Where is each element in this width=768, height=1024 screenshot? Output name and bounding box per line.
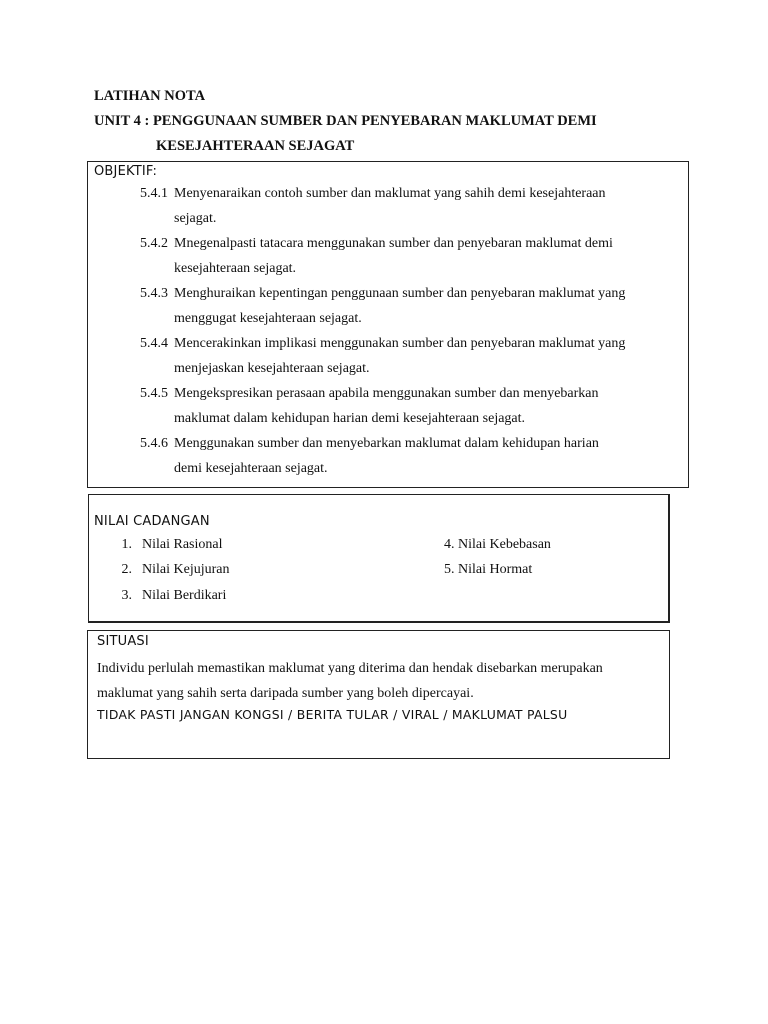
nilai-item bbox=[444, 535, 551, 555]
situasi-text-line-1: Individu perlulah memastikan maklumat yang diterima dan hendak disebarkan merupakan bbox=[97, 661, 603, 676]
nilai-item bbox=[444, 560, 532, 580]
objektif-item bbox=[94, 434, 688, 484]
nilai-list bbox=[94, 535, 668, 615]
objektif-list bbox=[94, 184, 688, 484]
objektif-item-text: Mnegenalpasti tatacara menggunakan sumber dan penyebaran maklumat demi bbox=[174, 236, 613, 251]
objektif-heading: OBJEKTIF: bbox=[94, 164, 158, 179]
nilai-cadangan-heading: NILAI CADANGAN bbox=[94, 514, 210, 529]
situasi-body bbox=[97, 659, 669, 709]
nilai-item-number: 1. bbox=[121, 537, 132, 552]
situasi-text-line-2: maklumat yang sahih serta daripada sumber yang boleh dipercayai. bbox=[97, 686, 474, 701]
objektif-item-text: Mencerakinkan implikasi menggunakan sumber dan penyebaran maklumat yang bbox=[174, 336, 626, 351]
objektif-item-number: 5.4.1 bbox=[140, 186, 168, 201]
nilai-item-label: Nilai Berdikari bbox=[142, 588, 227, 603]
objektif-item-text-cont: demi kesejahteraan sejagat. bbox=[174, 461, 328, 476]
objektif-item bbox=[94, 334, 688, 384]
unit-title-line-2: KESEJAHTERAAN SEJAGAT bbox=[156, 138, 355, 154]
objektif-item bbox=[94, 234, 688, 284]
document-title: LATIHAN NOTA bbox=[94, 88, 206, 104]
objektif-item bbox=[94, 184, 688, 234]
objektif-item-text-cont: menjejaskan kesejahteraan sejagat. bbox=[174, 361, 370, 376]
objektif-item-text: Menghuraikan kepentingan penggunaan sumber dan penyebaran maklumat yang bbox=[174, 286, 626, 301]
objektif-item-text-cont: kesejahteraan sejagat. bbox=[174, 261, 297, 276]
nilai-item-number: 2. bbox=[121, 562, 132, 577]
nilai-item bbox=[94, 586, 226, 606]
objektif-box bbox=[87, 161, 689, 488]
situasi-warning: TIDAK PASTI JANGAN KONGSI / BERITA TULAR / VIRAL / MAKLUMAT PALSU bbox=[97, 707, 568, 722]
nilai-item-label: Nilai Rasional bbox=[142, 537, 223, 552]
objektif-item-number: 5.4.4 bbox=[140, 336, 168, 351]
objektif-item-number: 5.4.3 bbox=[140, 286, 168, 301]
nilai-cadangan-box bbox=[88, 494, 670, 623]
objektif-item-text: Menggunakan sumber dan menyebarkan maklumat dalam kehidupan harian bbox=[174, 436, 599, 451]
objektif-item-text: Menyenaraikan contoh sumber dan maklumat yang sahih demi kesejahteraan bbox=[174, 186, 606, 201]
objektif-item-text: Mengekspresikan perasaan apabila menggunakan sumber dan menyebarkan bbox=[174, 386, 599, 401]
nilai-item-number: 4. bbox=[444, 537, 455, 552]
situasi-box bbox=[87, 630, 670, 759]
objektif-item bbox=[94, 284, 688, 334]
nilai-item-label: Nilai Hormat bbox=[458, 562, 533, 577]
objektif-item bbox=[94, 384, 688, 434]
document-header bbox=[94, 86, 597, 161]
nilai-item bbox=[94, 560, 229, 580]
objektif-item-text-cont: sejagat. bbox=[174, 211, 217, 226]
objektif-item-text-cont: maklumat dalam kehidupan harian demi kesejahteraan sejagat. bbox=[174, 411, 526, 426]
objektif-item-number: 5.4.2 bbox=[140, 236, 168, 251]
nilai-item-label: Nilai Kebebasan bbox=[458, 537, 551, 552]
objektif-item-number: 5.4.6 bbox=[140, 436, 168, 451]
objektif-item-number: 5.4.5 bbox=[140, 386, 168, 401]
nilai-item-number: 3. bbox=[121, 588, 132, 603]
nilai-item-label: Nilai Kejujuran bbox=[142, 562, 230, 577]
nilai-item-number: 5. bbox=[444, 562, 455, 577]
unit-title-line-1: UNIT 4 : PENGGUNAAN SUMBER DAN PENYEBARAN MAKLUMAT DEMI bbox=[94, 113, 597, 129]
nilai-item bbox=[94, 535, 223, 555]
objektif-item-text-cont: menggugat kesejahteraan sejagat. bbox=[174, 311, 362, 326]
situasi-heading: SITUASI bbox=[97, 634, 149, 649]
